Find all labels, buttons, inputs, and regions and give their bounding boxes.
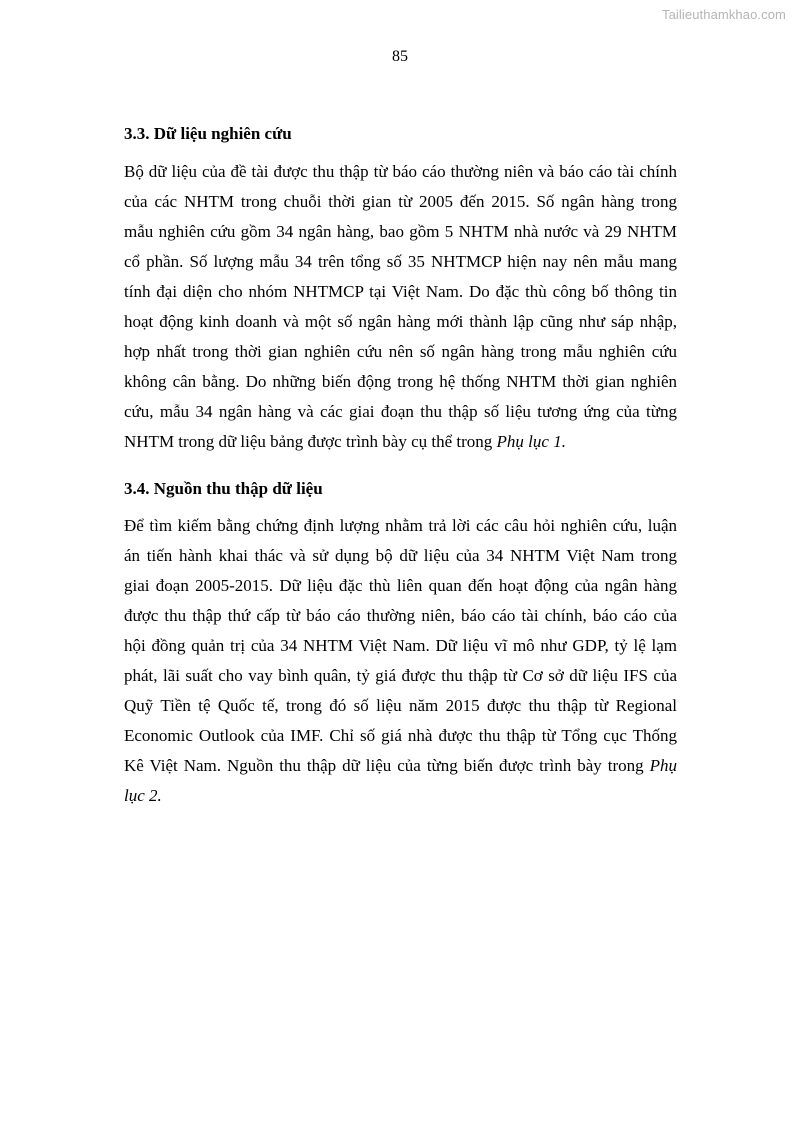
text-line: cổ phần. Số lượng mẫu 34 trên tổng số 35 NHTMCP hiện nay nên mẫu mang <box>124 252 677 271</box>
text-line <box>124 781 677 811</box>
text-line: án tiến hành khai thác và sử dụng bộ dữ liệu của 34 NHTM Việt Nam trong <box>124 546 677 565</box>
text-line: không cân bằng. Do những biến động trong hệ thống NHTM thời gian nghiên <box>124 372 677 391</box>
text-line: mẫu nghiên cứu gồm 34 ngân hàng, bao gồm 5 NHTM nhà nước và 29 NHTM <box>124 222 677 241</box>
text-line: hợp nhất trong thời gian nghiên cứu nên số ngân hàng trong mẫu nghiên cứu <box>124 342 677 361</box>
appendix-reference: lục 2. <box>124 786 162 805</box>
section-heading-3-4: 3.4. Nguồn thu thập dữ liệu <box>124 479 323 498</box>
text-line: tính đại diện cho nhóm NHTMCP tại Việt Nam. Do đặc thù công bố thông tin <box>124 282 677 301</box>
appendix-reference: Phụ lục 1. <box>496 432 566 451</box>
text-run: NHTM trong dữ liệu bảng được trình bày cụ thể trong <box>124 432 497 451</box>
text-line: cứu, mẫu 34 ngân hàng và các giai đoạn thu thập số liệu tương ứng của từng <box>124 402 677 421</box>
text-line: giai đoạn 2005-2015. Dữ liệu đặc thù liên quan đến hoạt động của ngân hàng <box>124 576 677 595</box>
watermark: Tailieuthamkhao.com <box>661 7 786 22</box>
text-line: được thu thập thứ cấp từ báo cáo thường niên, báo cáo tài chính, báo cáo của <box>124 606 677 625</box>
text-line <box>124 751 677 781</box>
text-line: của các NHTM trong chuỗi thời gian từ 2005 đến 2015. Số ngân hàng trong <box>124 192 677 211</box>
text-line: hoạt động kinh doanh và một số ngân hàng mới thành lập cũng như sáp nhập, <box>124 312 677 331</box>
text-line <box>124 427 677 457</box>
text-run: Kê Việt Nam. Nguồn thu thập dữ liệu của từng biến được trình bày trong <box>124 756 650 775</box>
text-line: phát, lãi suất cho vay bình quân, tỷ giá được thu thập từ Cơ sở dữ liệu IFS của <box>124 666 677 685</box>
text-line: Economic Outlook của IMF. Chỉ số giá nhà được thu thập từ Tổng cục Thống <box>124 726 677 745</box>
section-heading-3-3: 3.3. Dữ liệu nghiên cứu <box>124 124 292 143</box>
paragraph-3-3 <box>124 157 677 457</box>
text-line: Quỹ Tiền tệ Quốc tế, trong đó số liệu năm 2015 được thu thập từ Regional <box>124 696 677 715</box>
page-number: 85 <box>392 48 408 65</box>
paragraph-3-4 <box>124 511 677 811</box>
text-line: Để tìm kiếm bằng chứng định lượng nhằm trả lời các câu hỏi nghiên cứu, luận <box>124 516 677 535</box>
text-line: hội đồng quản trị của 34 NHTM Việt Nam. Dữ liệu vĩ mô như GDP, tỷ lệ lạm <box>124 636 677 655</box>
appendix-reference: Phụ <box>649 756 677 775</box>
text-line: Bộ dữ liệu của đề tài được thu thập từ báo cáo thường niên và báo cáo tài chính <box>124 162 677 181</box>
